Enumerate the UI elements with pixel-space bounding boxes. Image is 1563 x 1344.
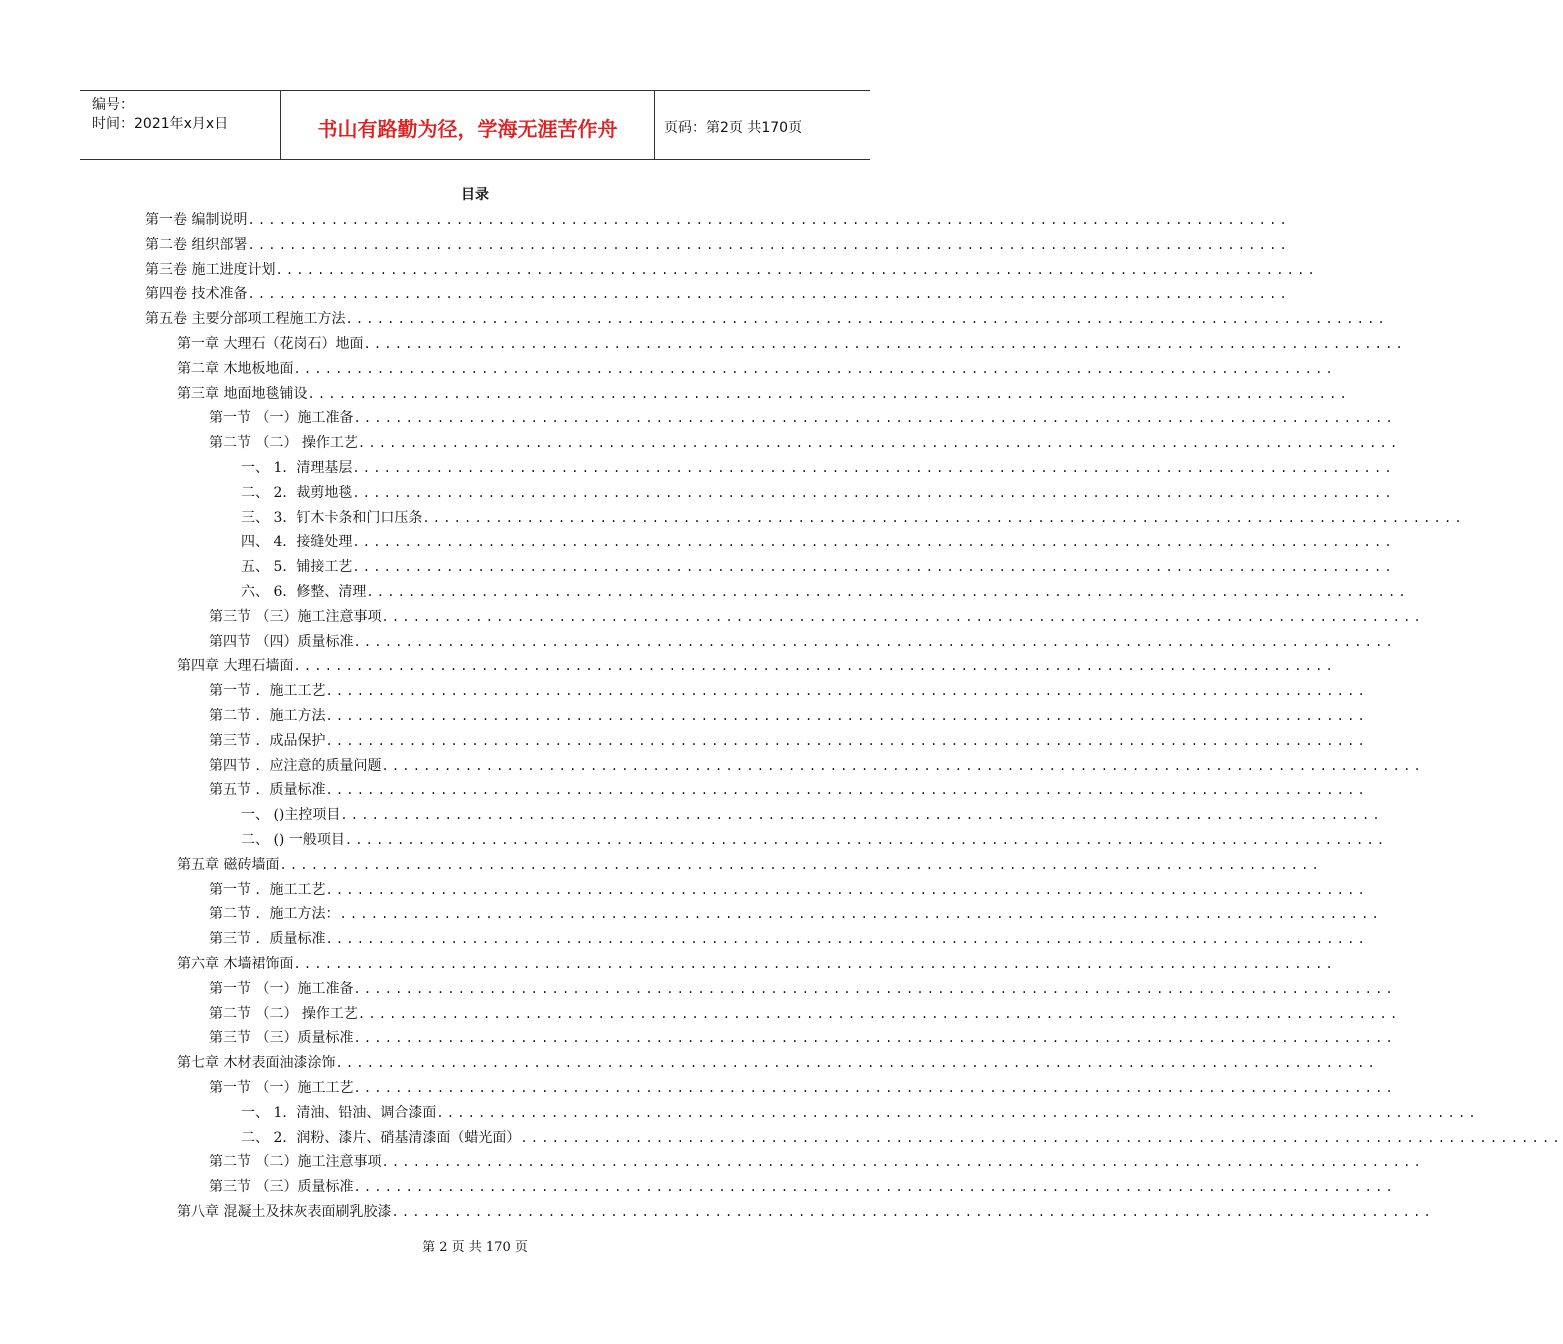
toc-entry-label: 第三节 ．成品保护 — [209, 732, 326, 749]
toc-entry-label: 第八章 混凝土及抹灰表面刷乳胶漆 — [177, 1204, 392, 1220]
toc-entry[interactable] — [177, 332, 1406, 357]
toc-entry[interactable] — [209, 977, 1396, 1002]
toc-leader-dots: .................................................................................................... — [353, 1031, 1396, 1046]
toc-leader-dots: .................................................................................................... — [293, 957, 1336, 971]
toc-entry-label: 第一节 ．施工工艺 — [209, 683, 326, 700]
toc-entry-label: 第二节 ．施工方法： — [209, 906, 340, 923]
toc-entry[interactable] — [209, 605, 1424, 630]
toc-entry[interactable] — [177, 853, 1322, 878]
toc-leader-dots: .................................................................................................... — [357, 436, 1401, 451]
toc-leader-dots: .................................................................................................... — [381, 758, 1424, 773]
toc-entry-label: 第二节 （二） 操作工艺 — [209, 435, 358, 452]
toc-entry[interactable] — [209, 1002, 1401, 1027]
toc-entry[interactable] — [209, 1076, 1396, 1101]
toc-entry[interactable] — [209, 729, 1368, 754]
toc-entry-label: 第二节 ．施工方法 — [209, 708, 326, 724]
toc-entry-label: 第五章 磁砖墙面 — [177, 856, 280, 873]
toc-entry-label: 六、 6．修整、清理 — [241, 584, 367, 600]
header-page-cell — [655, 91, 870, 159]
motto-text: 书山有路勤为径，学海无涯苦作舟 — [317, 116, 618, 141]
document-header — [80, 90, 870, 160]
toc-leader-dots: .................................................................................................... — [352, 461, 1395, 475]
toc-leader-dots: .................................................................................................... — [353, 1081, 1396, 1095]
toc-entry-label: 五、 5．铺接工艺 — [241, 559, 353, 576]
toc-leader-dots: .................................................................................................... — [325, 783, 1368, 798]
toc-leader-dots: .................................................................................................... — [381, 1155, 1424, 1170]
toc-leader-dots: .................................................................................................... — [381, 609, 1424, 624]
toc-leader-dots: .................................................................................................... — [352, 535, 1395, 550]
toc-entry-label: 第一节 （一）施工准备 — [209, 980, 354, 997]
toc-entry[interactable] — [209, 431, 1401, 456]
toc-leader-dots: .................................................................................................... — [325, 733, 1368, 748]
toc-entry[interactable] — [241, 456, 1395, 481]
time-label: 时间：2021年x月x日 — [92, 116, 229, 132]
toc-entry[interactable] — [241, 1126, 1563, 1151]
toc-leader-dots: .................................................................................................... — [325, 882, 1368, 897]
toc-entry-label: 第三节 ．质量标准 — [209, 931, 326, 948]
toc-leader-dots: .................................................................................................... — [247, 287, 1290, 302]
toc-entry[interactable] — [177, 382, 1350, 407]
toc-entry[interactable] — [209, 704, 1368, 729]
toc-leader-dots: .................................................................................................... — [366, 585, 1409, 599]
toc-entry-label: 三、 3．钉木卡条和门口压条 — [241, 509, 423, 526]
toc-entry-label: 第三节 （三）质量标准 — [209, 1030, 354, 1047]
header-meta-cell — [80, 91, 281, 159]
toc-entry-label: 第五节 ．质量标准 — [209, 782, 326, 799]
toc-entry-label: 四、 4．接缝处理 — [241, 534, 353, 551]
toc-entry[interactable] — [177, 654, 1336, 679]
toc-leader-dots: .................................................................................................... — [344, 833, 1388, 847]
toc-entry-label: 二、 () 一般项目 — [241, 832, 345, 848]
toc-leader-dots: .................................................................................................... — [325, 932, 1368, 947]
toc-leader-dots: .................................................................................................... — [247, 237, 1290, 252]
toc-entry-label: 第六章 木墙裙饰面 — [177, 956, 294, 972]
toc-leader-dots: .................................................................................................... — [353, 981, 1396, 996]
toc-entry[interactable] — [177, 1200, 1434, 1225]
toc-leader-dots: .................................................................................................... — [339, 907, 1382, 922]
toc-entry-label: 二、 2．裁剪地毯 — [241, 484, 353, 501]
toc-entry[interactable] — [241, 828, 1388, 853]
toc-entry[interactable] — [145, 258, 1318, 283]
toc-entry[interactable] — [209, 902, 1382, 927]
toc-entry[interactable] — [241, 580, 1409, 605]
toc-entry[interactable] — [177, 952, 1336, 977]
toc-entry-label: 一、 ()主控项目 — [241, 807, 341, 824]
toc-entry-label: 第四节 （四）质量标准 — [209, 633, 354, 650]
toc-leader-dots: .................................................................................................... — [363, 337, 1406, 351]
toc-entry[interactable] — [241, 555, 1395, 580]
toc-leader-dots: .................................................................................................... — [335, 1056, 1378, 1071]
toc-entry[interactable] — [241, 481, 1395, 506]
toc-leader-dots: .................................................................................................... — [275, 262, 1318, 277]
toc-entry[interactable] — [241, 1101, 1479, 1126]
toc-leader-dots: .................................................................................................... — [520, 1130, 1563, 1145]
toc-entry-label: 第一章 大理石（花岗石）地面 — [177, 336, 364, 352]
header-motto-cell — [281, 91, 655, 159]
toc-entry-label: 一、 1．清理基层 — [241, 460, 353, 476]
toc-entry-label: 第七章 木材表面油漆涂饰 — [177, 1055, 336, 1072]
toc-entry-label: 第一卷 编制说明 — [145, 212, 248, 228]
toc-leader-dots: .................................................................................................... — [325, 709, 1368, 723]
toc-entry-label: 第二节 （二） 操作工艺 — [209, 1005, 358, 1022]
toc-entry-label: 第一节 （一）施工工艺 — [209, 1080, 354, 1096]
toc-entry[interactable] — [241, 803, 1383, 828]
page-footer: 第 2 页 共 170 页 — [422, 1240, 528, 1255]
toc-entry-label: 二、 2．润粉、漆片、硝基清漆面（蜡光面） — [241, 1129, 521, 1146]
toc-entry[interactable] — [241, 530, 1395, 555]
toc-entry[interactable] — [209, 630, 1396, 655]
toc-leader-dots: .................................................................................................... — [391, 1205, 1434, 1219]
toc-entry[interactable] — [145, 233, 1290, 258]
toc-leader-dots: .................................................................................................... — [422, 510, 1465, 525]
toc-leader-dots: .................................................................................................... — [352, 485, 1395, 500]
toc-leader-dots: .................................................................................................... — [357, 1006, 1401, 1021]
toc-entry[interactable] — [209, 1175, 1396, 1200]
toc-leader-dots: .................................................................................................... — [352, 560, 1395, 575]
toc-leader-dots: .................................................................................................... — [340, 808, 1383, 823]
toc-entry[interactable] — [209, 1026, 1396, 1051]
toc-entry[interactable] — [209, 679, 1368, 704]
toc-entry-label: 第四卷 技术准备 — [145, 286, 248, 303]
toc-entry-label: 第二节 （二）施工注意事项 — [209, 1154, 382, 1171]
toc-entry-label: 第一节 （一）施工准备 — [209, 410, 354, 427]
toc-entry[interactable] — [177, 357, 1336, 382]
toc-entry-label: 第三节 （三）质量标准 — [209, 1179, 354, 1196]
toc-entry[interactable] — [209, 878, 1368, 903]
toc-leader-dots: .................................................................................................... — [279, 857, 1322, 872]
toc-leader-dots: .................................................................................................... — [293, 659, 1336, 674]
toc-leader-dots: .................................................................................................... — [293, 361, 1336, 376]
toc-entry[interactable] — [209, 754, 1424, 779]
toc-entry[interactable] — [209, 1150, 1424, 1175]
toc-leader-dots: .................................................................................................... — [247, 213, 1290, 227]
toc-entry[interactable] — [209, 927, 1368, 952]
toc-leader-dots: .................................................................................................... — [353, 1180, 1396, 1195]
toc-entry[interactable] — [209, 778, 1368, 803]
toc-entry[interactable] — [241, 506, 1465, 531]
toc-leader-dots: .................................................................................................... — [345, 312, 1388, 327]
toc-entry-label: 第四章 大理石墙面 — [177, 658, 294, 675]
toc-entry[interactable] — [145, 307, 1388, 332]
toc-entry-label: 第二章 木地板地面 — [177, 360, 294, 377]
toc-leader-dots: .................................................................................................... — [353, 634, 1396, 649]
toc-entry[interactable] — [209, 406, 1396, 431]
toc-entry-label: 第五卷 主要分部项工程施工方法 — [145, 311, 346, 328]
toc-leader-dots: .................................................................................................... — [353, 411, 1396, 426]
toc-entry-label: 第三节 （三）施工注意事项 — [209, 608, 382, 625]
toc-leader-dots: .................................................................................................... — [325, 684, 1368, 699]
toc-entry-label: 第二卷 组织部署 — [145, 236, 248, 253]
toc-leader-dots: .................................................................................................... — [307, 386, 1350, 401]
toc-entry-label: 第三卷 施工进度计划 — [145, 261, 276, 278]
toc-entry-label: 第一节 ．施工工艺 — [209, 881, 326, 898]
toc-entry[interactable] — [177, 1051, 1378, 1076]
toc-entry[interactable] — [145, 208, 1290, 233]
number-label: 编号： — [92, 97, 134, 113]
toc-entry-label: 第三章 地面地毯铺设 — [177, 385, 308, 402]
page-info: 页码：第2页 共170页 — [664, 120, 803, 136]
toc-entry-label: 一、 1．清油、铅油、调合漆面 — [241, 1104, 437, 1121]
toc-leader-dots: .................................................................................................... — [436, 1105, 1479, 1120]
toc-entry[interactable] — [145, 282, 1290, 307]
toc-title: 目录 — [461, 187, 489, 203]
toc-entry-label: 第四节 ．应注意的质量问题 — [209, 757, 382, 774]
